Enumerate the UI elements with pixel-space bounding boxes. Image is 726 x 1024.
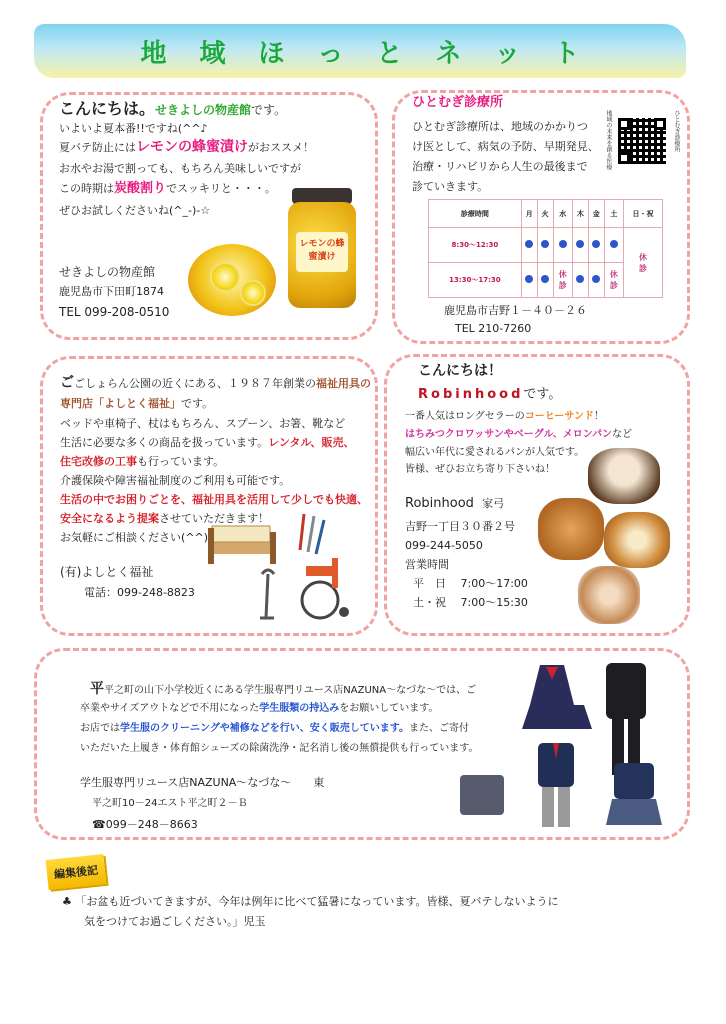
qr-corner [618, 152, 630, 164]
schedule-header: 水 [553, 200, 572, 228]
lemon-slice-image [240, 280, 266, 306]
schedule-header: 土 [604, 200, 623, 228]
schedule-header: 火 [537, 200, 553, 228]
schedule-cell [604, 228, 623, 263]
open-dot [592, 240, 600, 248]
nazuna-line1: 平平之町の山下小学校近くにある学生服専門リユース店NAZUNA～なづな～では、ご [90, 681, 477, 697]
nazuna-tel: ☎099－248－8663 [92, 818, 198, 831]
yoshitoku-line2: 専門店「よしとく福祉」です。 [60, 397, 214, 410]
clover-icon: ♣ [62, 895, 72, 908]
open-dot [576, 240, 584, 248]
wheelchair-icon [302, 558, 349, 618]
robinhood-address: 吉野一丁目３０番２号 [405, 520, 515, 533]
open-dot [559, 240, 567, 248]
sekiyoshi-line2: いよいよ夏本番!!ですね(^^♪ [59, 122, 208, 135]
sekiyoshi-address: 鹿児島市下田町1874 [59, 285, 164, 298]
bagel-image [578, 566, 640, 624]
schedule-header-row [429, 200, 663, 228]
schedule-header: 金 [588, 200, 604, 228]
schedule-header: 木 [572, 200, 588, 228]
yoshitoku-line8: 安全になるよう提案させていただきます！ [60, 512, 269, 525]
qr-corner [654, 118, 666, 130]
clinic-schedule-table [428, 199, 663, 298]
schedule-header: 診療時間 [429, 200, 522, 228]
schedule-header: 月 [521, 200, 537, 228]
gakuran-icon [606, 663, 646, 775]
schedule-cell: 休診 [553, 263, 572, 298]
blazer-icon [538, 743, 574, 827]
school-bag-icon [460, 775, 504, 815]
banner-title: 地域ほっとネット [140, 39, 613, 69]
sailor-uniform-icon [522, 665, 592, 729]
schedule-cell [521, 228, 537, 263]
editors-note-tag: 編集後記 [46, 854, 107, 890]
utensils-icon [300, 514, 324, 554]
lemon-slice-image [210, 262, 240, 292]
schedule-cell: 休診 [604, 263, 623, 298]
nazuna-line2: 卒業やサイズアウトなどで不用になった学生服類の持込みをお願いしています。 [80, 703, 439, 714]
yoshitoku-line9: お気軽にご相談ください(^^) [60, 531, 209, 544]
robinhood-line2: はちみつクロワッサンやベーグル、メロンパンなど [405, 429, 632, 440]
editors-note-line2: 気をつけてお過ごしください。」児玉 [84, 915, 266, 928]
croissant-image [538, 498, 604, 560]
schedule-cell [572, 228, 588, 263]
schedule-holiday-cell: 休診 [624, 228, 663, 298]
sekiyoshi-line4: お水やお湯で割っても、もちろん美味しいですが [59, 162, 301, 175]
clinic-line3: 治療・リハビリから人生の最後まで [412, 160, 588, 173]
clinic-line4: 診ていきます。 [412, 180, 489, 193]
cane-icon [260, 570, 274, 618]
robinhood-line3: 幅広い年代に愛されるパンが人気です。 [405, 447, 585, 458]
sekiyoshi-line5: この時期は炭酸割りでスッキリと・・・。 [59, 181, 276, 196]
yoshitoku-line7: 生活の中でお困りごとを、福祉用具を活用して少しでも快適、 [60, 493, 368, 506]
open-dot [541, 240, 549, 248]
yoshitoku-line4: 生活に必要な多くの商品を扱っています。レンタル、販売、 [60, 436, 355, 449]
schedule-cell [537, 263, 553, 298]
schedule-cell [553, 228, 572, 263]
robinhood-tel: 099-244-5050 [405, 539, 483, 552]
schedule-cell [588, 263, 604, 298]
clinic-title: ひとむぎ診療所 [412, 95, 504, 110]
sekiyoshi-line1: こんにちは。せきよしの物産館です。 [59, 99, 287, 118]
yoshitoku-tel: 電話：099-248-8823 [84, 586, 195, 599]
title-banner [34, 24, 686, 78]
robinhood-hours-label: 営業時間 [405, 558, 449, 571]
robinhood-line1: 一番人気はロングセラーのコーヒーサンド！ [405, 411, 604, 422]
girls-blazer-icon [606, 763, 662, 825]
clinic-address: 鹿児島市吉野１－４０－２６ [444, 304, 587, 317]
yoshitoku-line1: ごごしょらん公園の近くにある、１９８７年創業の福祉用具の [60, 375, 371, 391]
clinic-line1: ひとむぎ診療所は、地域のかかりつ [412, 120, 588, 133]
robinhood-greeting: こんにちは！ [418, 363, 502, 379]
sekiyoshi-shop-name: せきよしの物産館 [59, 265, 156, 279]
bed-icon [208, 526, 276, 564]
open-dot [525, 275, 533, 283]
open-dot [576, 275, 584, 283]
nazuna-address: 平之町10－24エスト平之町２－Ｂ [92, 798, 248, 809]
yoshitoku-line6: 介護保険や障害福祉制度のご利用も可能です。 [60, 474, 291, 487]
nazuna-line3: お店では学生服のクリーニングや補修などを行い、安く販売しています。また、ご寄付 [80, 723, 469, 734]
schedule-cell [521, 263, 537, 298]
robinhood-name-line: Robinhoodです。 [418, 387, 562, 402]
yoshitoku-shop-name: (有)よしとく福祉 [60, 565, 154, 579]
schedule-cell [588, 228, 604, 263]
robinhood-weekend-hours: 土・祝 7:00～15:30 [413, 596, 528, 609]
nazuna-shop-name: 学生服専門リユース店NAZUNA～なづな～ 東 [80, 776, 325, 789]
robinhood-shop-name: Robinhood 家弓 [405, 496, 505, 511]
yoshitoku-line5: 住宅改修の工事も行っています。 [60, 455, 225, 468]
sekiyoshi-line6: ぜひお試しくださいね(^_-)-☆ [59, 204, 211, 217]
schedule-cell [572, 263, 588, 298]
open-dot [610, 240, 618, 248]
yoshitoku-line3: ベッドや車椅子、杖はもちろん、スプーン、お箸、靴など [60, 417, 346, 430]
sekiyoshi-tel: TEL 099-208-0510 [59, 305, 170, 319]
clinic-line2: け医として、病気の予防、早期発見、 [412, 140, 599, 153]
open-dot [541, 275, 549, 283]
clinic-tel: TEL 210-7260 [455, 322, 532, 335]
schedule-time: 8:30～12:30 [429, 228, 522, 263]
care-equipment-illustration [204, 506, 354, 624]
qr-code-image [618, 118, 666, 164]
melon-bread-image [604, 512, 670, 568]
schedule-header: 日・祝 [624, 200, 663, 228]
jar-label: レモンの蜂蜜漬け [296, 232, 348, 272]
qr-caption-right: ひとむぎ診療所 [673, 110, 680, 152]
schedule-cell [537, 228, 553, 263]
school-uniform-illustration [456, 655, 686, 833]
qr-corner [618, 118, 630, 130]
sekiyoshi-line3: 夏バテ防止にはレモンの蜂蜜漬けがおススメ！ [59, 139, 314, 155]
robinhood-weekday-hours: 平 日 7:00～17:00 [413, 577, 528, 590]
qr-caption-left: 地域の未来を創る医療 [605, 110, 612, 170]
open-dot [525, 240, 533, 248]
robinhood-line4: 皆様、ぜひお立ち寄り下さいね！ [405, 464, 555, 475]
coffee-sandwich-image [588, 448, 660, 504]
open-dot [592, 275, 600, 283]
editors-note-line1: ♣ 「お盆も近づいてきますが、今年は例年に比べて猛暑になっています。皆様、夏バテしないように [62, 895, 559, 908]
schedule-row-am [429, 228, 663, 263]
nazuna-line4: いただいた上履き・体育館シューズの除菌洗浄・記名消し後の無償提供も行っています。 [80, 743, 479, 754]
schedule-time: 13:30～17:30 [429, 263, 522, 298]
